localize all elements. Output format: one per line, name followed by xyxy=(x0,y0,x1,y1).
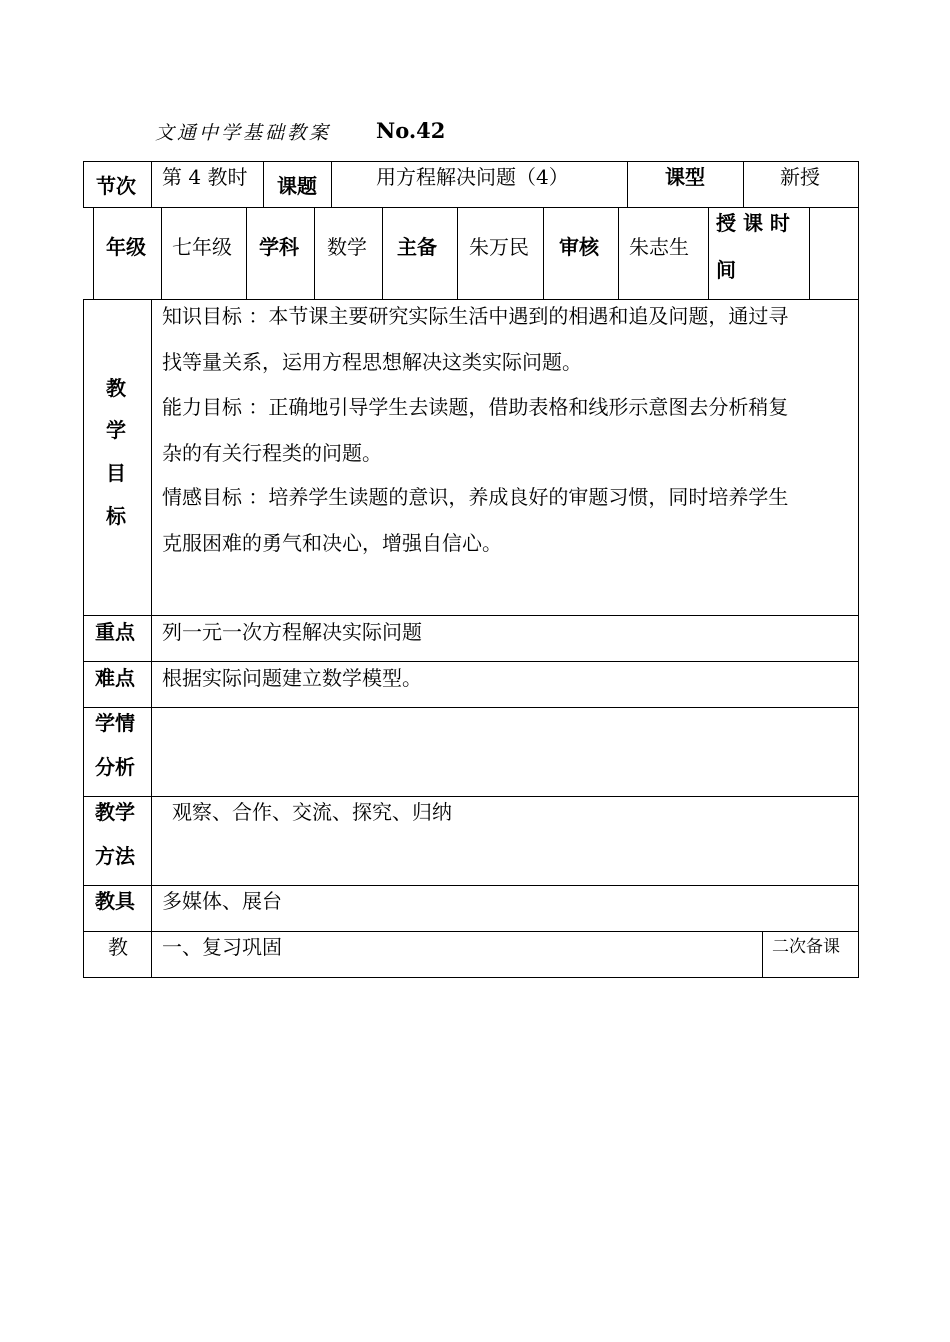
subject-value: 数学 xyxy=(327,235,367,259)
section-value: 第 4 教时 xyxy=(162,165,248,189)
tools-value: 多媒体、展台 xyxy=(162,889,282,913)
class-time-label-line2: 间 xyxy=(716,258,736,282)
school-title: 文通中学基础教案 xyxy=(155,122,332,144)
subject-label: 学科 xyxy=(259,235,299,259)
grade-value: 七年级 xyxy=(172,235,232,259)
method-value: 观察、合作、交流、探究、归纳 xyxy=(172,800,452,824)
tools-label: 教具 xyxy=(95,889,135,913)
analysis-label-line1: 学情 xyxy=(95,711,135,735)
key-point-value: 列一元一次方程解决实际问题 xyxy=(162,620,422,644)
lead-preparer-value: 朱万民 xyxy=(469,235,529,259)
process-value: 一、复习巩固 xyxy=(162,935,282,959)
process-label: 教 xyxy=(108,935,128,959)
difficulty-value: 根据实际问题建立数学模型。 xyxy=(162,666,422,690)
lesson-type-value: 新授 xyxy=(780,165,820,189)
goals-line: 杂的有关行程类的问题。 xyxy=(162,441,382,465)
grade-label: 年级 xyxy=(106,235,146,259)
goals-line: 情感目标 ：培养学生读题的意识，养成良好的审题习惯，同时培养学生 xyxy=(162,485,789,509)
goals-line: 知识目标 ：本节课主要研究实际生活中遇到的相遇和追及问题，通过寻 xyxy=(162,304,789,328)
key-point-label: 重点 xyxy=(95,620,135,644)
class-time-label-line1: 授 课 时 xyxy=(716,211,790,235)
topic-value: 用方程解决问题（4） xyxy=(376,165,569,189)
topic-label: 课题 xyxy=(277,174,317,198)
goals-label-char: 标 xyxy=(106,504,126,528)
lead-preparer-label: 主备 xyxy=(397,235,437,259)
method-label-line1: 教学 xyxy=(95,800,135,824)
secondary-prep-label: 二次备课 xyxy=(772,937,840,957)
goals-label-char: 教 xyxy=(106,376,126,400)
reviewer-value: 朱志生 xyxy=(629,235,689,259)
lesson-type-label: 课型 xyxy=(665,165,705,189)
goals-line: 找等量关系，运用方程思想解决这类实际问题。 xyxy=(162,350,582,374)
goals-label-char: 学 xyxy=(106,418,126,442)
reviewer-label: 审核 xyxy=(559,235,599,259)
analysis-label-line2: 分析 xyxy=(95,755,135,779)
goals-line: 能力目标 ：正确地引导学生去读题，借助表格和线形示意图去分析稍复 xyxy=(162,395,789,419)
section-label: 节次 xyxy=(96,174,136,198)
document-number: No.42 xyxy=(376,118,446,143)
goals-line: 克服困难的勇气和决心，增强自信心。 xyxy=(162,531,502,555)
difficulty-label: 难点 xyxy=(95,666,135,690)
method-label-line2: 方法 xyxy=(95,844,135,868)
goals-label-char: 目 xyxy=(106,461,126,485)
